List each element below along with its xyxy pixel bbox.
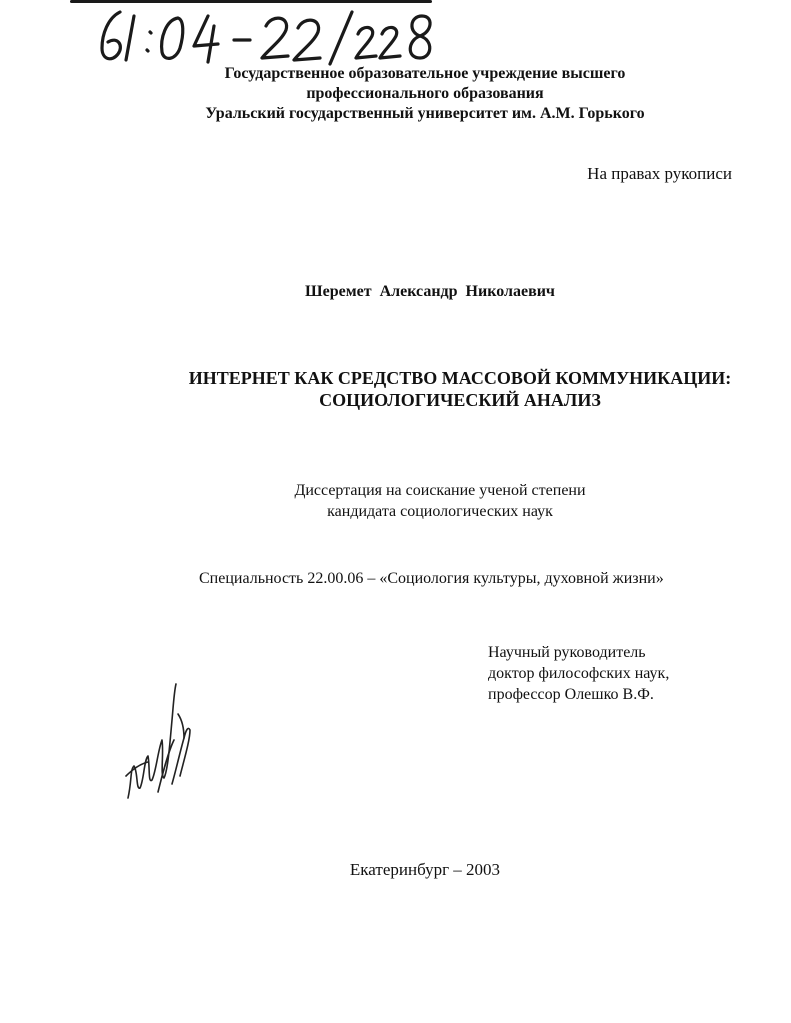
institution-line-2: профессионального образования <box>306 85 544 102</box>
supervisor-line-3: профессор Олешко В.Ф. <box>488 686 654 703</box>
author-name: Шеремет Александр Николаевич <box>305 283 555 300</box>
title-line-2: СОЦИОЛОГИЧЕСКИЙ АНАЛИЗ <box>319 390 601 410</box>
supervisor-line-2: доктор философских наук, <box>488 665 670 682</box>
supervisor-block <box>488 642 728 705</box>
institution-header <box>120 64 730 124</box>
signature-drawing <box>118 680 198 810</box>
top-rule <box>70 0 432 3</box>
institution-line-1: Государственное образовательное учреждение высшего <box>224 65 626 82</box>
institution-line-3: Уральский государственный университет им. А.М. Горького <box>205 105 645 122</box>
rights-notice: На правах рукописи <box>587 164 732 183</box>
handwritten-signature <box>118 680 198 810</box>
supervisor-line-1: Научный руководитель <box>488 644 646 661</box>
degree-line-2: кандидата социологических наук <box>327 503 553 520</box>
city-year: Екатеринбург – 2003 <box>349 860 501 879</box>
specialty-line: Специальность 22.00.06 – «Социология культуры, духовной жизни» <box>199 570 664 587</box>
degree-line-1: Диссертация на соискание ученой степени <box>294 482 586 499</box>
dissertation-title <box>150 367 770 411</box>
degree-statement <box>200 480 680 522</box>
title-line-1: ИНТЕРНЕТ КАК СРЕДСТВО МАССОВОЙ КОММУНИКАЦИИ: <box>188 368 732 388</box>
handwritten-shelf-mark <box>90 4 470 70</box>
shelf-mark-drawing <box>90 4 470 70</box>
